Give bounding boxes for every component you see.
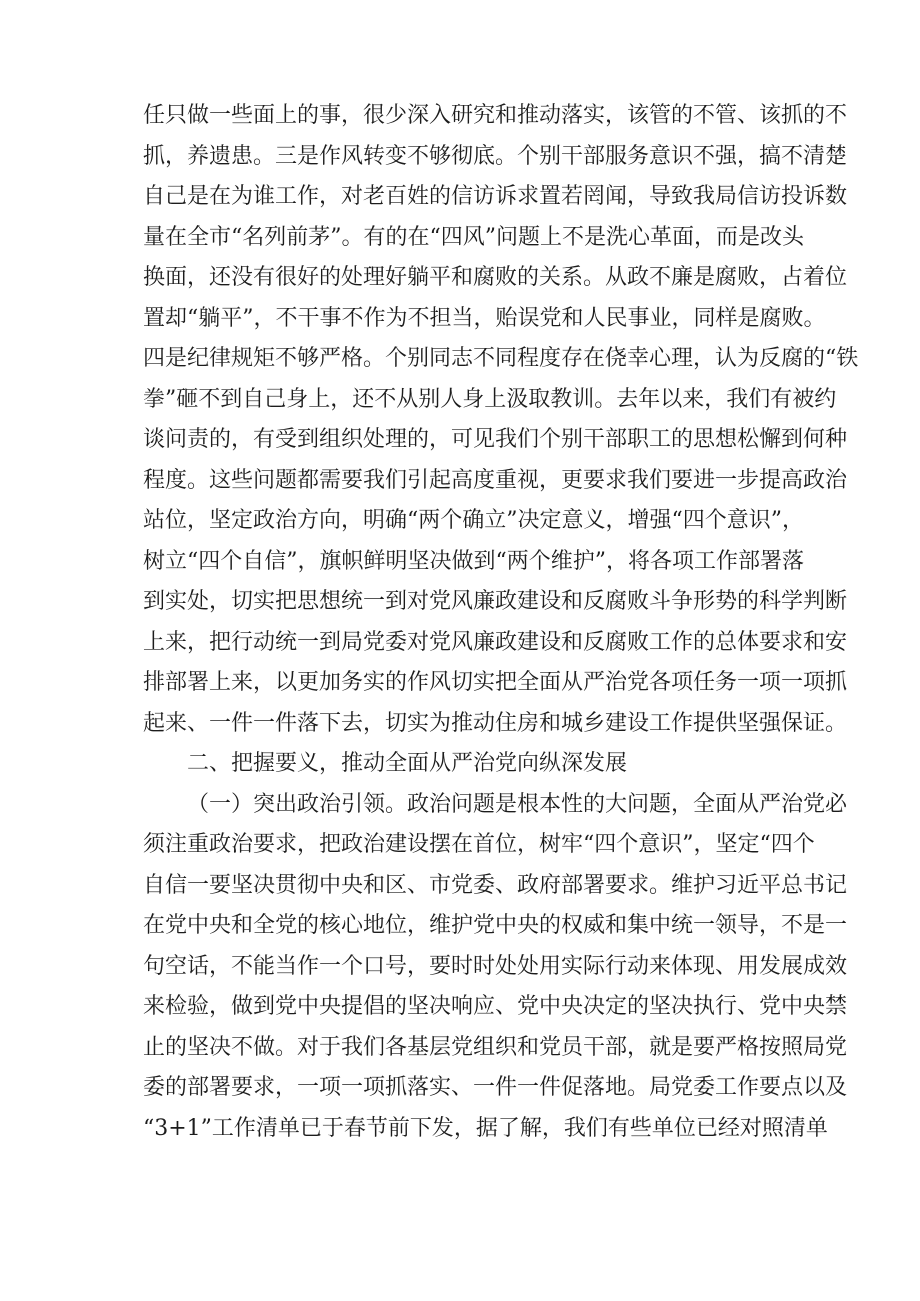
text-line: （一）突出政治引领。政治问题是根本性的大问题，全面从严治党必 xyxy=(187,791,848,817)
text-line: 拳”砸不到自己身上，还不从别人身上汲取教训。去年以来，我们有被约 xyxy=(143,386,837,412)
text-line: 谈问责的，有受到组织处理的，可见我们个别干部职工的思想松懈到何种 xyxy=(143,427,848,452)
text-line: “3+1”工作清单已于春节前下发，据了解，我们有些单位已经对照清单 xyxy=(143,1115,828,1141)
text-line: 排部署上来，以更加务实的作风切实把全面从严治党各项任务一项一项抓 xyxy=(143,670,848,695)
text-line: 委的部署要求，一项一项抓落实、一件一件促落地。局党委工作要点以及 xyxy=(143,1075,848,1100)
text-line: 上来，把行动统一到局党委对党风廉政建设和反腐败工作的总体要求和安 xyxy=(143,629,848,655)
text-line: 抓，养遗患。三是作风转变不够彻底。个别干部服务意识不强，搞不清楚 xyxy=(143,143,848,169)
text-line: 四是纪律规矩不够严格。个别同志不同程度存在侥幸心理，认为反腐的“铁 xyxy=(143,346,859,371)
text-line: 任只做一些面上的事，很少深入研究和推动落实，该管的不管、该抓的不 xyxy=(143,103,848,128)
text-line: 自己是在为谁工作，对老百姓的信访诉求置若罔闻，导致我局信访投诉数 xyxy=(143,184,848,209)
text-line: 须注重政治要求，把政治建设摆在首位，树牢“四个意识”，坚定“四个 xyxy=(143,832,815,857)
text-line: 起来、一件一件落下去，切实为推动住房和城乡建设工作提供坚强保证。 xyxy=(143,710,848,736)
document-body xyxy=(143,96,859,1149)
text-line: 句空话，不能当作一个口号，要时时处处用实际行动来体现、用发展成效 xyxy=(143,953,848,979)
text-line: 换面，还没有很好的处理好躺平和腐败的关系。从政不廉是腐败，占着位 xyxy=(143,265,848,290)
text-line: 到实处，切实把思想统一到对党风廉政建设和反腐败斗争形势的科学判断 xyxy=(143,589,848,614)
section-heading: 二、把握要义，推动全面从严治党向纵深发展 xyxy=(187,751,628,776)
text-line: 自信一要坚决贯彻中央和区、市党委、政府部署要求。维护习近平总书记 xyxy=(143,872,848,898)
text-line: 站位，坚定政治方向，明确“两个确立”决定意义，增强“四个意识”， xyxy=(143,508,804,533)
text-line: 止的坚决不做。对于我们各基层党组织和党员干部，就是要严格按照局党 xyxy=(143,1034,848,1060)
text-line: 程度。这些问题都需要我们引起高度重视，更要求我们要进一步提高政治 xyxy=(143,467,848,493)
text-line: 量在全市“名列前茅”。有的在“四风”问题上不是洗心革面，而是改头 xyxy=(143,224,804,250)
text-line: 在党中央和全党的核心地位，维护党中央的权威和集中统一领导，不是一 xyxy=(143,913,848,938)
text-line: 树立“四个自信”，旗帜鲜明坚决做到“两个维护”，将各项工作部署落 xyxy=(143,548,804,574)
text-line: 置却“躺平”，不干事不作为不担当，贻误党和人民事业，同样是腐败。 xyxy=(143,305,826,331)
text-line: 来检验，做到党中央提倡的坚决响应、党中央决定的坚决执行、党中央禁 xyxy=(143,994,848,1019)
